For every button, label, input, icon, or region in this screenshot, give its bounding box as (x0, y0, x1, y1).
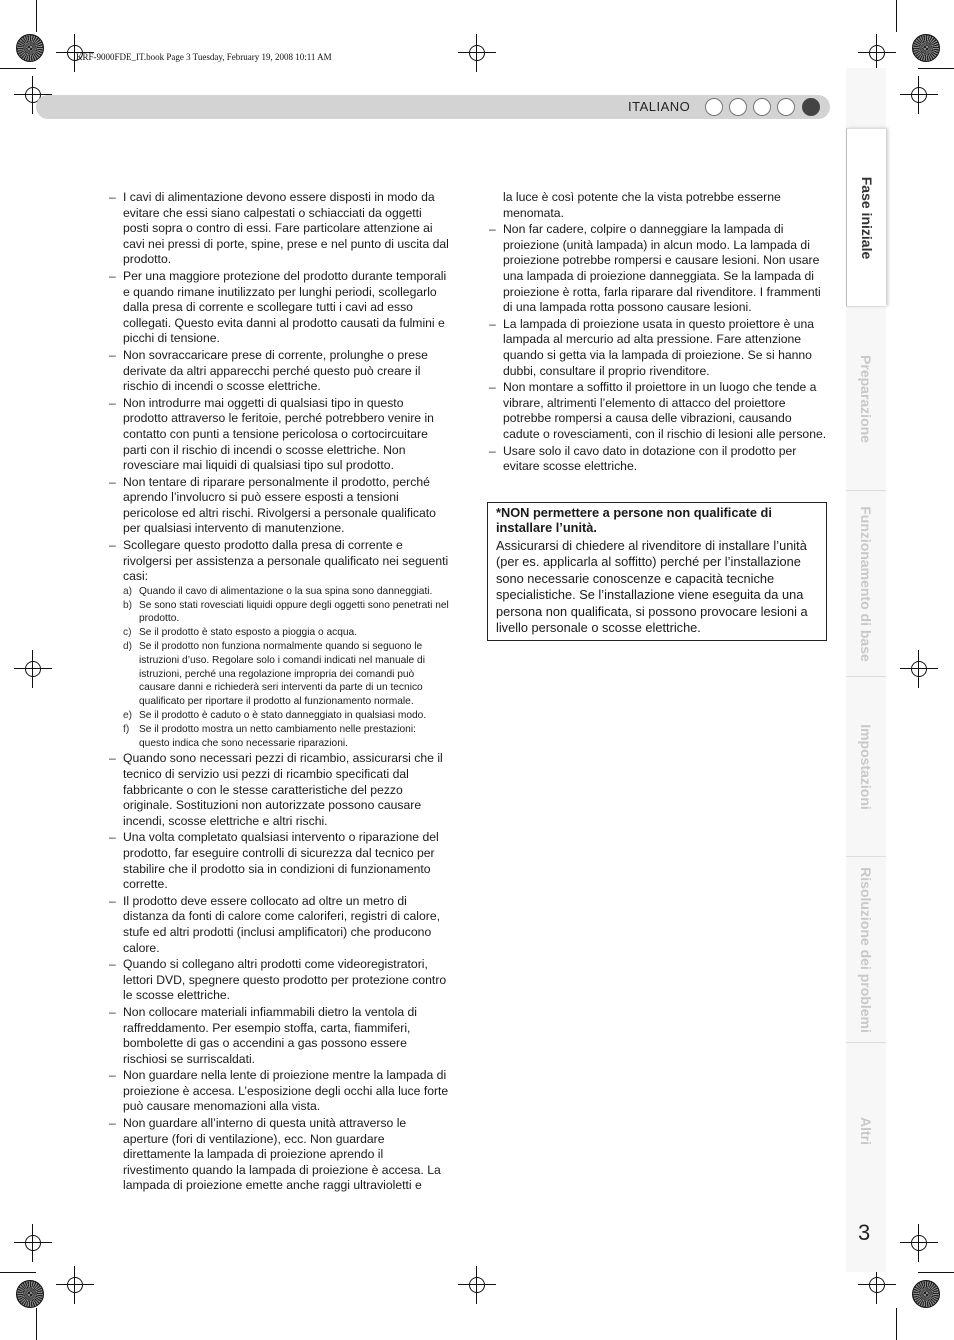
crosshair-mark (906, 656, 932, 682)
tab-label: Fase iniziale (858, 176, 875, 259)
trim-line (896, 1308, 897, 1340)
tab-label: Preparazione (858, 354, 874, 443)
tab-altri[interactable] (846, 1042, 886, 1218)
sub-list-item: e) Se il prodotto è caduto o è stato danneggiato in qualsiasi modo. (123, 709, 449, 723)
list-item: – Quando sono necessari pezzi di ricambio, assicurarsi che il tecnico di servizio usi pezzi di ricambio specificati dal fabbricante o con le stesse caratteristiche del pezzo originale. Sostituzioni non autorizzate possono causare incendi, scosse elettriche e altri rischi. (109, 751, 449, 829)
crosshair-mark (864, 1272, 890, 1298)
section-dot (753, 98, 771, 116)
sub-list-item: d) Se il prodotto non funziona normalmente quando si seguono le istruzioni d’uso. Regolare solo i comandi indicati nel manuale di istruzioni, perché una regolazione impropria dei comandi può causare danni e richiederà seri interventi da parte di un tecnico qualificato per riportare il prodotto al funzionamento normale. (123, 640, 449, 709)
list-item: – Non sovraccaricare prese di corrente, prolunghe o prese derivate da altri apparecchi perché questo può creare il rischio di incendi o scosse elettriche. (109, 348, 449, 395)
crosshair-mark (20, 656, 46, 682)
trim-line (0, 68, 36, 69)
trim-line (896, 0, 897, 32)
sub-list-item: f) Se il prodotto mostra un netto cambiamento nelle prestazioni: questo indica che sono necessarie riparazioni. (123, 723, 449, 751)
tab-label: Funzionamento di base (858, 505, 874, 662)
list-item-text: Scollegare questo prodotto dalla presa di corrente e rivolgersi per assistenza a personale qualificato nei seguenti casi: (123, 538, 449, 584)
registration-wheel-top-left (16, 34, 44, 62)
sub-list-item: c) Se il prodotto è stato esposto a pioggia o acqua. (123, 626, 449, 640)
sub-list-item: a) Quando il cavo di alimentazione o la sua spina sono danneggiati. (123, 585, 449, 599)
crosshair-mark (464, 1272, 490, 1298)
page-number: 3 (858, 1220, 871, 1245)
list-item-continuation: la luce è così potente che la vista potrebbe esserne menomata. (503, 190, 781, 220)
list-item: – Non guardare all’interno di questa unità attraverso le aperture (fori di ventilazione), ecc. Non guardare direttamente la lampada di proiezione aprendo il rivestimento quando la lampada di proiezione è accesa. La lampada di proiezione emette anche raggi ultravioletti e (109, 1116, 449, 1194)
registration-wheel-bottom-right (912, 1280, 940, 1308)
list-item: – Il prodotto deve essere collocato ad oltre un metro di distanza da fonti di calore come caloriferi, registri di calore, stufe ed altri prodotti (inclusi amplificatori) che producono calore. (109, 894, 449, 956)
section-dot-active (802, 98, 820, 116)
list-item (109, 538, 449, 750)
section-dot (705, 98, 723, 116)
list-item: – I cavi di alimentazione devono essere disposti in modo da evitare che essi siano calpestati o schiacciati da oggetti posti sopra o contro di essi. Fare particolare attenzione ai cavi nei pressi di porte, spine, prese e nel punto di uscita dal prodotto. (109, 190, 449, 268)
crosshair-mark (906, 1230, 932, 1256)
trim-line (918, 68, 954, 69)
tab-funzionamento-di-base[interactable] (846, 490, 886, 676)
tab-label: Risoluzione dei problemi (858, 866, 874, 1033)
crosshair-mark (864, 40, 890, 66)
list-item: – La lampada di proiezione usata in questo proiettore è una lampada al mercurio ad alta pressione. Fare attenzione quando si getta via la lampada di proiezione. Se si hanno dubbi, consultare il proprio rivenditore. (489, 317, 829, 379)
trim-line (36, 1308, 37, 1340)
tab-label: Altri (858, 1116, 874, 1145)
tab-risoluzione-dei-problemi[interactable] (846, 856, 886, 1042)
trim-line (0, 1272, 36, 1273)
registration-wheel-top-right (912, 34, 940, 62)
tab-label: Impostazioni (858, 723, 874, 810)
list-item: – Una volta completato qualsiasi intervento o riparazione del prodotto, far eseguire controlli di sicurezza dal tecnico per stabilire che il prodotto sia in condizioni di funzionamento corrette. (109, 830, 449, 892)
warning-body: Assicurarsi di chiedere al rivenditore di installare l’unità (per es. applicarla al soffitto) perché per l’installazione sono necessarie conoscenze e capacità tecniche specialistiche. Se l’installazione viene eseguita da una persona non qualificata, si possono provocare lesioni a livello personale o scosse elettriche. (496, 538, 808, 636)
section-dot (729, 98, 747, 116)
tab-fase-iniziale[interactable] (846, 128, 886, 306)
language-label: ITALIANO (628, 99, 691, 114)
tab-preparazione[interactable] (846, 306, 886, 490)
section-dot (777, 98, 795, 116)
sub-list-item: b) Se sono stati rovesciati liquidi oppure degli oggetti sono penetrati nel prodotto. (123, 599, 449, 627)
crosshair-mark (62, 1272, 88, 1298)
installation-warning-box (487, 502, 827, 641)
list-item: – Per una maggiore protezione del prodotto durante temporali e quando rimane inutilizzato per lunghi periodi, scollegarlo dalla presa di corrente e scollegare tutti i cavi ad esso collegati. Questo evita danni al prodotto causati da fulmini e picchi di tensione. (109, 269, 449, 347)
registration-wheel-bottom-left (16, 1280, 44, 1308)
right-column (489, 190, 829, 476)
trim-line (36, 0, 37, 32)
crosshair-mark (464, 40, 490, 66)
list-item: – Non far cadere, colpire o danneggiare la lampada di proiezione (unità lampada) in alcun modo. La lampada di proiezione potrebbe rompersi e causare lesioni. Non usare una lampada di proiezione danneggiata. Se la lampada di proiezione è rotta, farla riparare dal rivenditore. I frammenti di una lampada rotta possono causare lesioni. (489, 222, 829, 316)
list-item: – Non collocare materiali infiammabili dietro la ventola di raffreddamento. Per esempio stoffa, carta, fiammiferi, bombolette di gas o accendini a gas possono essere rischiosi se surriscaldati. (109, 1005, 449, 1067)
warning-title: *NON permettere a persone non qualificate di installare l’unità. (496, 505, 772, 535)
list-item: – Non tentare di riparare personalmente il prodotto, perché aprendo l’involucro si può essere esposti a tensioni pericolose ed altri rischi. Rivolgersi a personale qualificato per qualsiasi intervento di manutenzione. (109, 475, 449, 537)
print-slug: KRF-9000FDE_IT.book Page 3 Tuesday, February 19, 2008 10:11 AM (76, 52, 332, 62)
list-item: – Quando si collegano altri prodotti come videoregistratori, lettori DVD, spegnere questo prodotto per protezione contro le scosse elettriche. (109, 957, 449, 1004)
sub-list (123, 585, 449, 751)
trim-line (918, 1272, 954, 1273)
list-item: – Non introdurre mai oggetti di qualsiasi tipo in questo prodotto attraverso le feritoie, perché potrebbero venire in contatto con punti a tensione pericolosa o cortocircuitare parti con il rischio di incendi o scosse elettriche. Non rovesciare mai liquidi di qualsiasi tipo sul prodotto. (109, 396, 449, 474)
crosshair-mark (20, 1230, 46, 1256)
crosshair-mark (906, 82, 932, 108)
list-item: – Non montare a soffitto il proiettore in un luogo che tende a vibrare, altrimenti l’elemento di attacco del proiettore potrebbe rompersi a causa delle vibrazioni, causando cadute o rovesciamenti, con il rischio di lesioni alle persone. (489, 380, 829, 442)
left-column (109, 190, 449, 1195)
list-item: – Usare solo il cavo dato in dotazione con il prodotto per evitare scosse elettriche. (489, 444, 829, 475)
tab-impostazioni[interactable] (846, 676, 886, 856)
list-item: – Non guardare nella lente di proiezione mentre la lampada di proiezione è accesa. L’esposizione degli occhi alla luce forte può causare menomazioni alla vista. (109, 1068, 449, 1115)
